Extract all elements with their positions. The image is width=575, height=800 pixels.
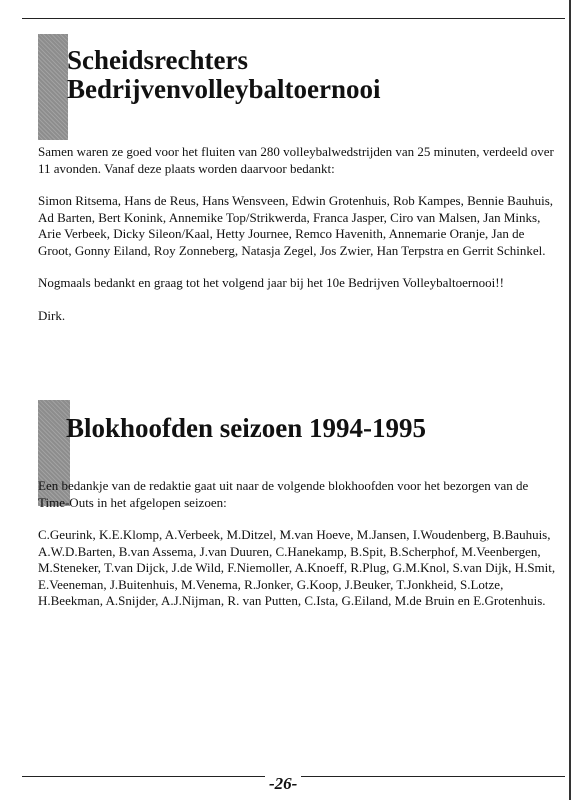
section-block-heads	[38, 414, 558, 442]
top-rule	[22, 18, 565, 19]
section-block-heads-body	[38, 478, 558, 610]
section-referees-body	[38, 144, 558, 324]
section-referees-title-line1: Scheidsrechters	[67, 45, 248, 75]
section-block-heads-title: Blokhoofden seizoen 1994-1995	[66, 413, 427, 443]
section-referees	[38, 46, 558, 104]
block-heads-intro: Een bedankje van de redaktie gaat uit naar de volgende blokhoofden voor het bezorgen van de Time-Outs in het afgelopen seizoen:	[38, 478, 529, 510]
page-number: -26-	[265, 774, 301, 794]
referees-closing: Nogmaals bedankt en graag tot het volgend jaar bij het 10e Bedrijven Volleybaltoernooi!!	[38, 275, 504, 290]
section-referees-title-line2: Bedrijvenvolleybaltoernooi	[67, 74, 381, 105]
block-heads-names: C.Geurink, K.E.Klomp, A.Verbeek, M.Ditzel, M.van Hoeve, M.Jansen, I.Woudenberg, B.Bauhuis, A.W.D.Barten, B.van Assema, J.van Duuren, C.Hanekamp, B.Spit, B.Scherphof, M.Veenbergen, M.Steneker, T.van Dijck, J.de Wild, F.Niemoller, A.Knoeff, R.Plug, G.M.Knol, S.van Dijk, H.Smit, E.Veeneman, J.Buitenhuis, M.Venema, R.Jonker, G.Koop, J.Beuker, T.Jonkheid, S.Lotze, H.Beekman, A.Snijder, A.J.Nijman, R. van Putten, C.Ista, G.Eiland, M.de Bruin en E.Grotenhuis.	[38, 527, 556, 608]
referees-names: Simon Ritsema, Hans de Reus, Hans Wensveen, Edwin Grotenhuis, Rob Kampes, Bennie Bauhuis, Ad Barten, Bert Konink, Annemike Top/Strikwerda, Franca Jasper, Ciro van Malsen, Jan Minks, Arie Verbeek, Dicky Sileon/Kaal, Hetty Journee, Remco Havenith, Annemarie Oranje, Jan de Groot, Gonny Eiland, Roy Zonneberg, Natasja Zegel, Jos Zwier, Han Terpstra en Gerrit Schinkel.	[38, 193, 554, 258]
referees-intro: Samen waren ze goed voor het fluiten van 280 volleybalwedstrijden van 25 minuten, verdeeld over 11 avonden. Vanaf deze plaats worden daarvoor bedankt:	[38, 144, 554, 176]
page-edge	[569, 0, 571, 800]
referees-signature: Dirk.	[38, 307, 66, 323]
